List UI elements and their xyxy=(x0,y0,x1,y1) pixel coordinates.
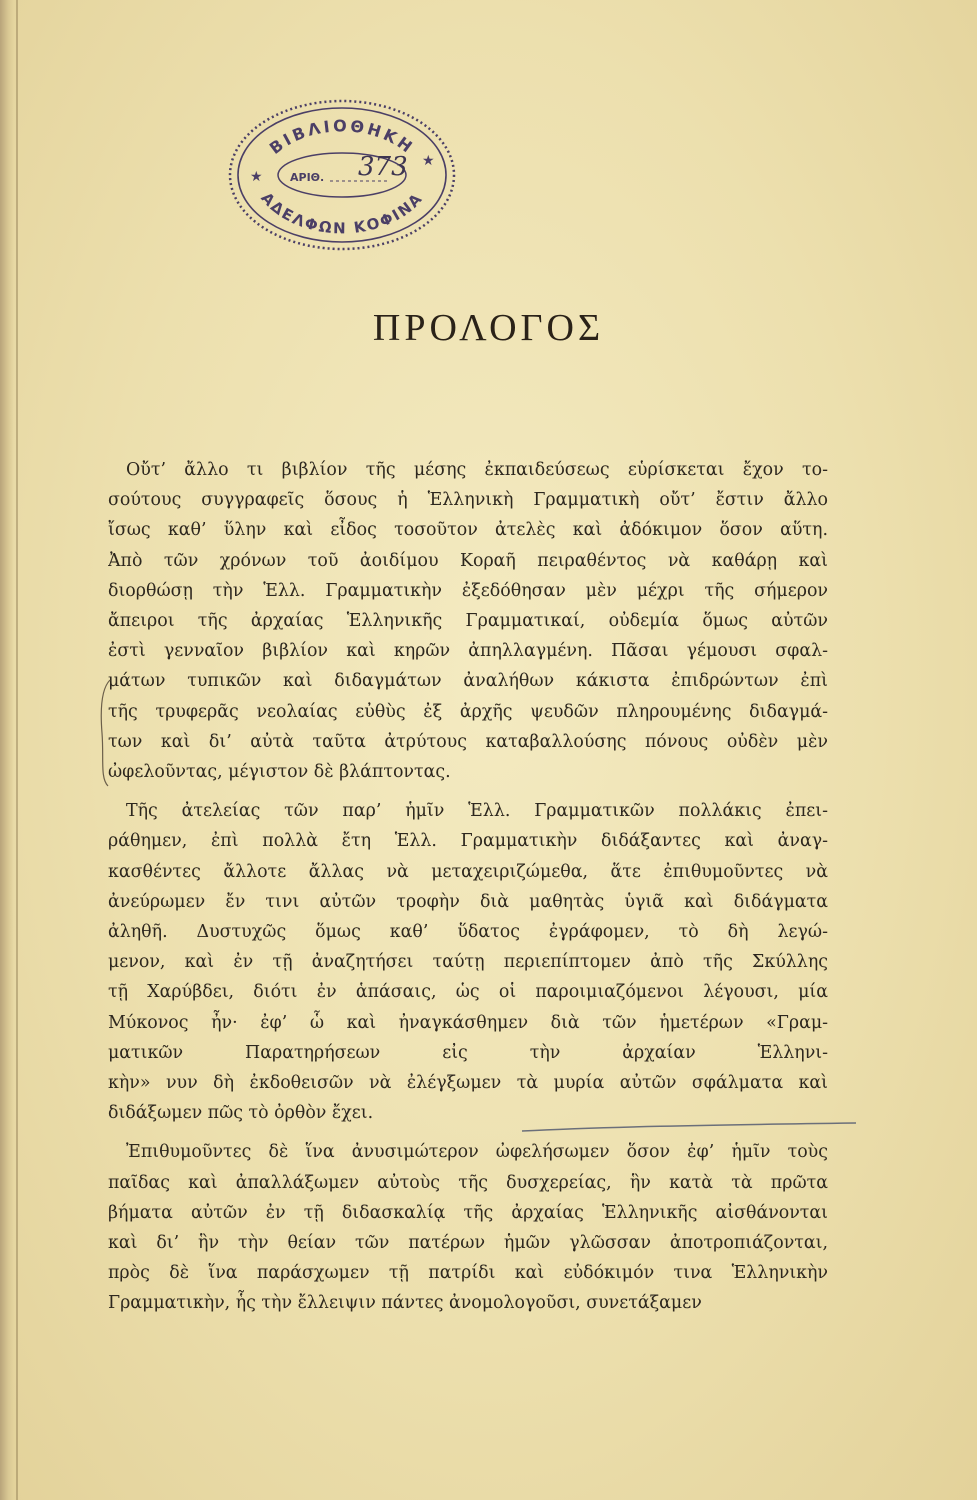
paragraph xyxy=(108,1137,828,1318)
text-line: των καὶ δι’ αὐτὰ ταῦτα ἀτρύτους καταβαλλούσης πόνους οὐδὲν μὲν xyxy=(108,731,828,752)
text-line: ράθημεν, ἐπὶ πολλὰ ἔτη Ἑλλ. Γραμματικὴν διδάξαντες καὶ ἀναγ- xyxy=(108,831,828,852)
text-line: ματικῶν Παρατηρήσεων εἰς τὴν ἀρχαίαν Ἑλληνι- xyxy=(108,1042,828,1063)
text-line: Τῆς ἀτελείας τῶν παρ’ ἡμῖν Ἑλλ. Γραμματικῶν πολλάκις ἐπει- xyxy=(126,801,828,822)
text-line: διορθώσῃ τὴν Ἑλλ. Γραμματικὴν ἐξεδόθησαν μὲν μέχρι τῆς σήμερον xyxy=(108,580,828,601)
paragraph xyxy=(108,455,828,787)
page-binding-edge xyxy=(0,0,14,1500)
paragraph xyxy=(108,796,828,1128)
text-line: ἄπειροι τῆς ἀρχαίας Ἑλληνικῆς Γραμματικαί, οὐδεμία ὅμως αὐτῶν xyxy=(108,611,828,632)
text-line: ἀληθῆ. Δυστυχῶς ὅμως καθ’ ὕδατος ἐγράφομεν, τὸ δὴ λεγώ- xyxy=(108,922,828,943)
text-line: βήματα αὐτῶν ἐν τῇ διδασκαλίᾳ τῆς ἀρχαίας Ἑλληνικῆς αἰσθάνονται xyxy=(108,1202,828,1223)
stamp-bottom-text: ΑΔΕΛΦΩΝ ΚΟΦΙΝΑ xyxy=(257,188,427,238)
library-stamp xyxy=(222,95,462,255)
stamp-middle-text: ΑΡΙΘ. xyxy=(290,171,325,184)
stamp-top-text: ΒΙΒΛΙΟΘΗΚΗ xyxy=(265,116,419,158)
text-line: ἴσως καθ’ ὕλην καὶ εἶδος τοσοῦτον ἀτελὲς καὶ ἀδόκιμον ὅσον αὕτη. xyxy=(108,520,828,541)
svg-text:★: ★ xyxy=(422,153,435,169)
text-line: ἐστὶ γενναῖον βιβλίον καὶ κηρῶν ἀπηλλαγμένη. Πᾶσαι γέμουσι σφαλ- xyxy=(108,641,828,662)
text-line: σούτους συγγραφεῖς ὅσους ἡ Ἑλληνικὴ Γραμματικὴ οὔτ’ ἔστιν ἄλλο xyxy=(108,490,828,511)
text-line: Γραμματικὴν, ἧς τὴν ἔλλειψιν πάντες ἀνομολογοῦσι, συνετάξαμεν xyxy=(108,1293,702,1314)
text-line: κασθέντες ἄλλοτε ἄλλας νὰ μεταχειριζώμεθα, ἅτε ἐπιθυμοῦντες νὰ xyxy=(108,861,828,882)
pencil-underline xyxy=(520,1121,858,1135)
text-line: Ἀπὸ τῶν χρόνων τοῦ ἀοιδίμου Κοραῆ πειραθέντος νὰ καθάρῃ καὶ xyxy=(108,550,828,571)
text-line: παῖδας καὶ ἀπαλλάξωμεν αὐτοὺς τῆς δυσχερείας, ἣν κατὰ τὰ πρῶτα xyxy=(108,1172,828,1193)
preface-body xyxy=(108,455,828,1319)
svg-text:★: ★ xyxy=(250,169,263,185)
text-line: τῆς τρυφερᾶς νεολαίας εὐθὺς ἐξ ἀρχῆς ψευδῶν πληρουμένης διδαγμά- xyxy=(108,701,828,722)
text-line: μάτων τυπικῶν καὶ διδαγμάτων ἀναλήθων κάκιστα ἐπιδρώντων ἐπὶ xyxy=(108,671,828,692)
text-line: Μύκονος ἦν· ἐφ’ ὧ καὶ ἠναγκάσθημεν διὰ τῶν ἡμετέρων «Γραμ- xyxy=(108,1012,828,1033)
stamp-handwritten-number: 373 xyxy=(358,152,408,182)
text-line: Οὔτ’ ἄλλο τι βιβλίον τῆς μέσης ἐκπαιδεύσεως εὑρίσκεται ἔχον το- xyxy=(126,460,828,480)
text-line: καὶ δι’ ἣν τὴν θείαν τῶν πατέρων ἡμῶν γλῶσσαν ἀποτροπιάζονται, xyxy=(108,1233,828,1254)
page-title: ΠΡΟΛΟΓΟΣ xyxy=(372,307,605,349)
text-line: ἀνεύρωμεν ἔν τινι αὐτῶν τροφὴν διὰ μαθητὰς ὑγιᾶ καὶ διδάγματα xyxy=(108,891,828,912)
text-line: Ἐπιθυμοῦντες δὲ ἵνα ἀνυσιμώτερον ὠφελήσωμεν ὅσον ἐφ’ ἡμῖν τοὺς xyxy=(126,1142,828,1163)
margin-pencil-bracket xyxy=(96,678,114,788)
text-line: ὠφελοῦντας, μέγιστον δὲ βλάπτοντας. xyxy=(108,762,451,783)
text-line: πρὸς δὲ ἵνα παράσχωμεν τῇ πατρίδι καὶ εὐδόκιμόν τινα Ἑλληνικὴν xyxy=(108,1263,828,1284)
text-line: διδάξωμεν πῶς τὸ ὀρθὸν ἔχει. xyxy=(108,1103,374,1124)
text-line: κὴν» νυν δὴ ἐκδοθεισῶν νὰ ἐλέγξωμεν τὰ μυρία αὐτῶν σφάλματα καὶ xyxy=(108,1073,828,1094)
page-gutter-line xyxy=(16,0,18,1500)
text-line: τῇ Χαρύβδει, διότι ἐν ἁπάσαις, ὡς οἱ παροιμιαζόμενοι λέγουσι, μία xyxy=(108,982,828,1003)
text-line: μενον, καὶ ἐν τῇ ἀναζητήσει ταύτῃ περιεπίπτομεν ἀπὸ τῆς Σκύλλης xyxy=(108,952,828,973)
